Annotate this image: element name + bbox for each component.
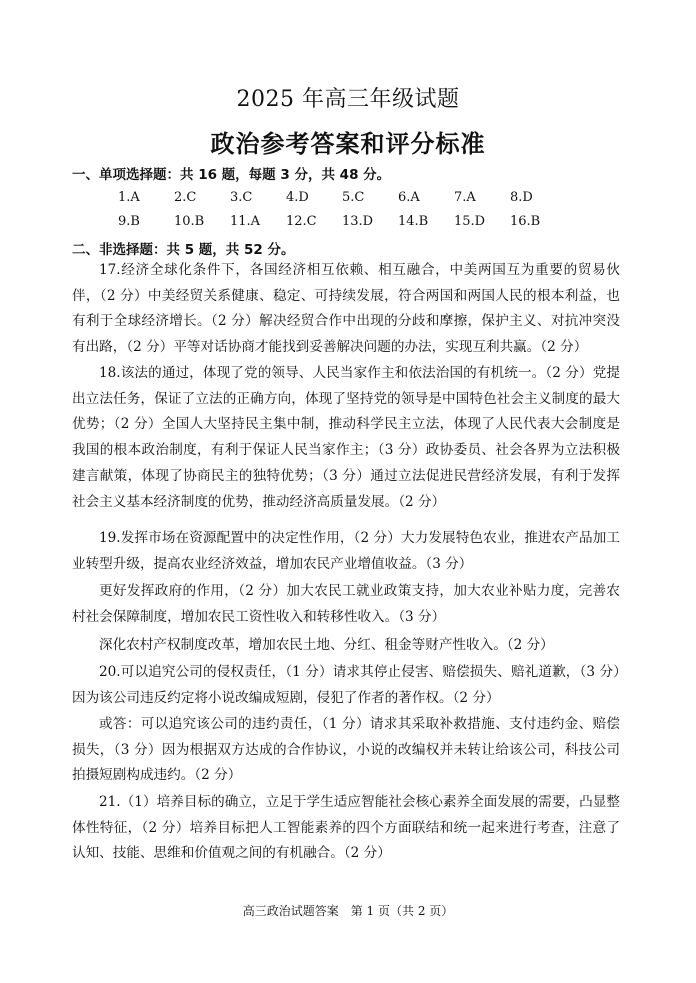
answer-item: 5.C [342,190,365,205]
section2-heading: 二、非选择题：共 5 题，共 52 分。 [72,242,295,258]
section1-heading: 一、单项选择题：共 16 题，每题 3 分，共 48 分。 [72,167,391,183]
document-subtitle: 政治参考答案和评分标准 [210,129,486,158]
page-footer: 高三政治试题答案 第 1 页（共 2 页） [242,904,454,918]
answer-item: 7.A [454,190,476,205]
answer-item: 15.D [454,214,486,229]
answer-paragraph-19-b: 更好发挥政府的作用，（2 分）加大农民工就业政策支持，加大农业补贴力度，完善农村社会保障制度，增加农民工资性收入和转移性收入。（3 分） [72,583,620,625]
answer-item: 9.B [118,214,140,229]
answer-item: 1.A [118,190,140,205]
answer-item: 4.D [286,190,309,205]
answer-item: 13.D [342,214,374,229]
answer-item: 6.A [398,190,420,205]
answer-item: 11.A [230,214,261,229]
answer-item: 12.C [286,214,317,229]
document-title: 2025 年高三年级试题 [236,87,460,112]
answer-item: 3.C [230,190,253,205]
answer-paragraph-19-c: 深化农村产权制度改革，增加农民土地、分红、租金等财产性收入。（2 分） [99,637,554,653]
answer-paragraph-20: 20.可以追究公司的侵权责任，（1 分）请求其停止侵害、赔偿损失、赔礼道歉，（3 分）因为该公司违反约定将小说改编成短剧，侵犯了作者的著作权。（2 分） [72,664,620,706]
answer-paragraph-20-alt: 或答：可以追究该公司的违约责任，（1 分）请求其采取补救措施、支付违约金、赔偿损失，（3 分）因为根据双方达成的合作协议，小说的改编权并未转让给该公司，科技公司拍摄短剧构成违约。（2 分） [72,716,620,784]
answer-paragraph-19: 19.发挥市场在资源配置中的决定性作用，（2 分）大力发展特色农业，推进农产品加工业转型升级，提高农业经济效益，增加农民产业增值收益。（3 分） [72,530,620,572]
answer-row-2 [118,214,566,229]
answer-paragraph-17: 17.经济全球化条件下，各国经济相互依赖、相互融合，中美两国互为重要的贸易伙伴，（2 分）中美经贸关系健康、稳定、可持续发展，符合两国和两国人民的根本利益，也有利于全球经济增长。（2 分）解决经贸合作中出现的分歧和摩擦，保护主义、对抗冲突没有出路，（2 分）平等对话协商才能找到妥善解决问题的办法，实现互利共赢。（2 分） [72,262,620,356]
answer-item: 16.B [510,214,541,229]
answer-paragraph-18: 18.该法的通过，体现了党的领导、人民当家作主和依法治国的有机统一。（2 分）党提出立法任务，保证了立法的正确方向，体现了坚持党的领导是中国特色社会主义制度的最大优势；（2 分）全国人大坚持民主集中制，推动科学民主立法，体现了人民代表大会制度是我国的根本政治制度，有利于保证人民当家作主；（3 分）政协委员、社会各界为立法积极建言献策，体现了协商民主的独特优势；（3 分）通过立法促进民营经济发展，有利于发挥社会主义基本经济制度的优势，推动经济高质量发展。（2 分） [72,365,620,510]
answer-item: 2.C [174,190,197,205]
answer-item: 10.B [174,214,205,229]
answer-paragraph-21: 21.（1）培养目标的确立，立足于学生适应智能社会核心素养全面发展的需要，凸显整体性特征，（2 分）培养目标把人工智能素养的四个方面联结和统一起来进行考查，注意了认知、技能、思维和价值观之间的有机融合。（2 分） [72,794,620,862]
answer-item: 8.D [510,190,533,205]
answer-row-1 [118,190,566,205]
answer-item: 14.B [398,214,429,229]
